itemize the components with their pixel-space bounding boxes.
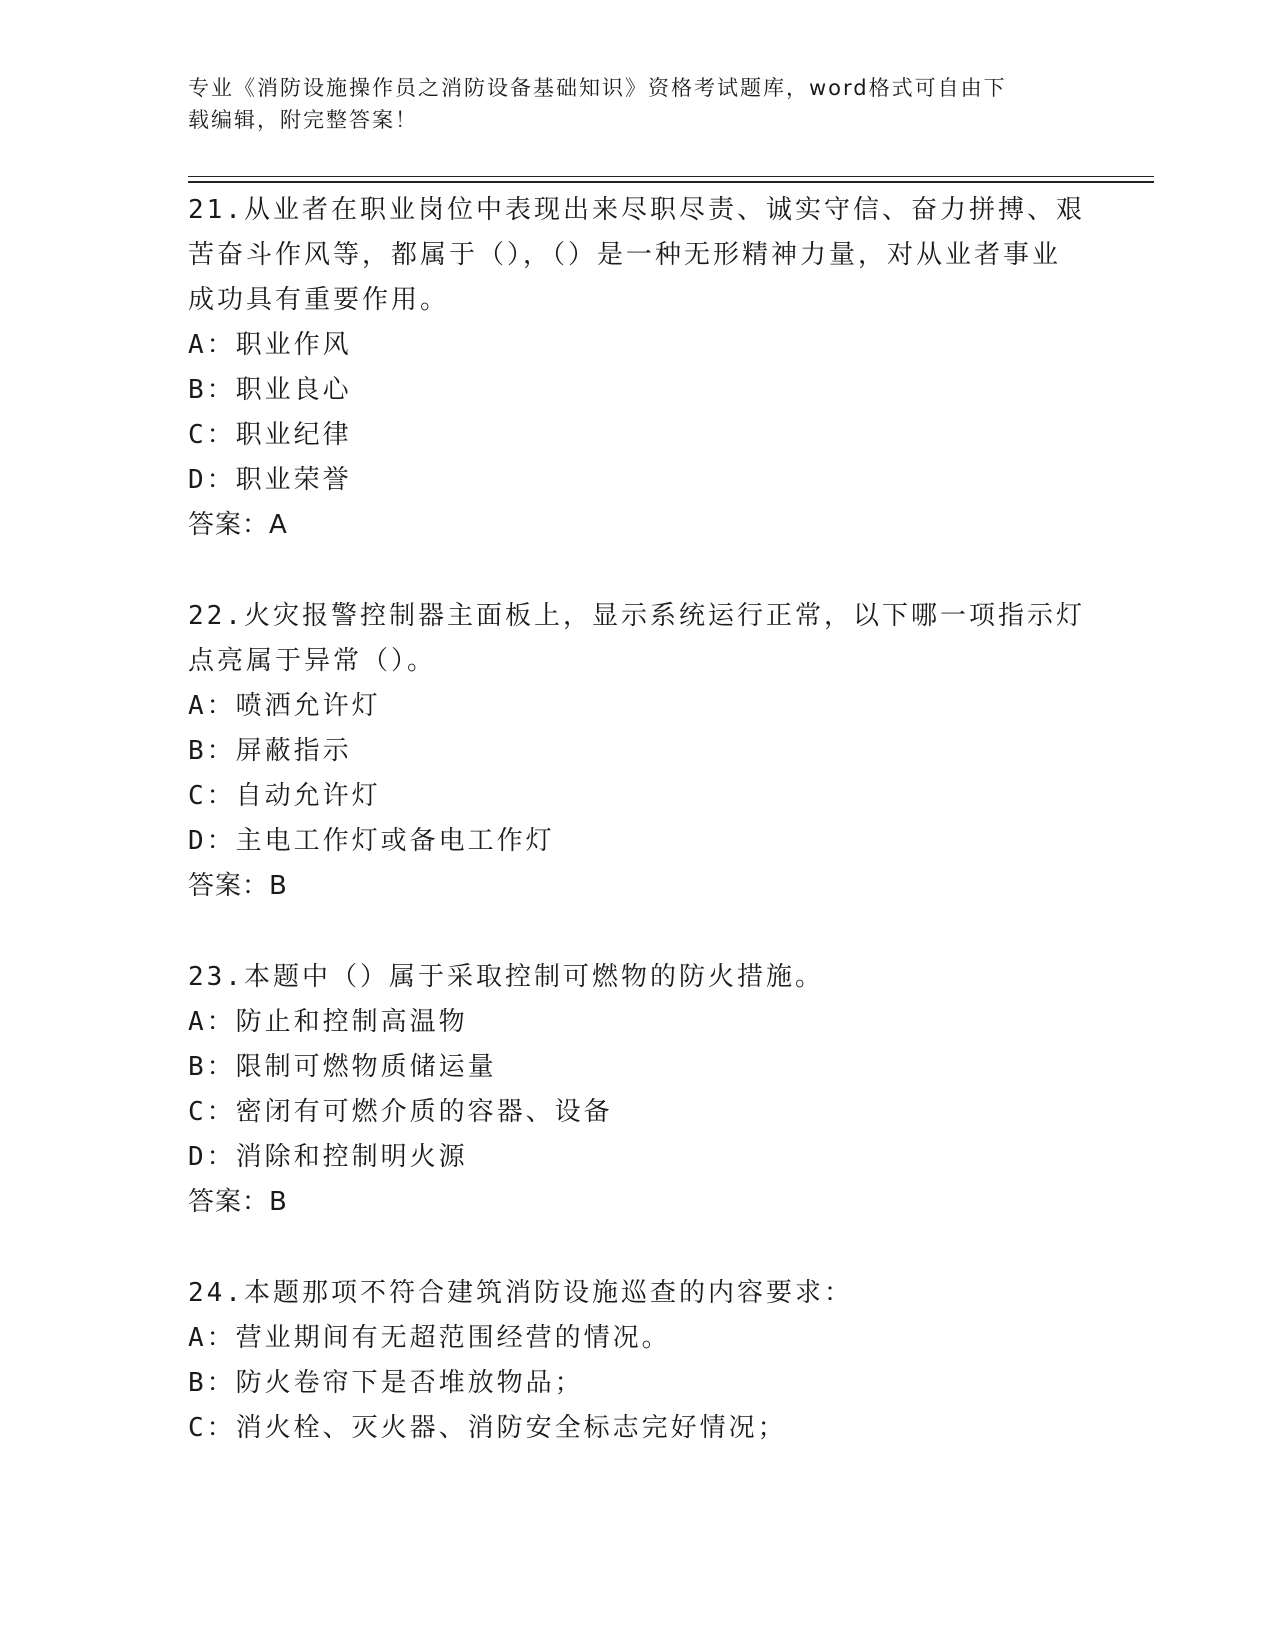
option-c: C：自动允许灯 xyxy=(188,781,381,811)
option-c: C：消火栓、灭火器、消防安全标志完好情况； xyxy=(188,1413,787,1443)
header-rule-thin xyxy=(188,176,1154,177)
option-a: A：营业期间有无超范围经营的情况。 xyxy=(188,1323,671,1353)
spacer xyxy=(188,548,1088,594)
spacer xyxy=(188,1225,1088,1271)
question-21 xyxy=(188,188,1088,548)
option-a: A：职业作风 xyxy=(188,330,352,360)
option-b: B：屏蔽指示 xyxy=(188,736,352,766)
option-b: B：限制可燃物质储运量 xyxy=(188,1052,497,1082)
option-d: D：主电工作灯或备电工作灯 xyxy=(188,826,555,856)
option-d: D：职业荣誉 xyxy=(188,465,352,495)
question-list xyxy=(188,188,1088,1451)
header-line-2: 载编辑，附完整答案！ xyxy=(188,108,418,132)
question-stem: 22.火灾报警控制器主面板上，显示系统运行正常，以下哪一项指示灯点亮属于异常（）。 xyxy=(188,601,1085,676)
document-header xyxy=(188,72,1088,136)
option-c: C：密闭有可燃介质的容器、设备 xyxy=(188,1097,613,1127)
header-rule-thick xyxy=(188,181,1154,183)
option-c: C：职业纪律 xyxy=(188,420,352,450)
option-d: D：消除和控制明火源 xyxy=(188,1142,468,1172)
answer: 答案：B xyxy=(188,1187,288,1217)
option-b: B：防火卷帘下是否堆放物品； xyxy=(188,1368,584,1398)
option-b: B：职业良心 xyxy=(188,375,352,405)
question-stem: 23.本题中（）属于采取控制可燃物的防火措施。 xyxy=(188,962,824,992)
answer: 答案：A xyxy=(188,510,288,540)
question-stem: 24.本题那项不符合建筑消防设施巡查的内容要求： xyxy=(188,1278,853,1308)
answer: 答案：B xyxy=(188,871,288,901)
spacer xyxy=(188,909,1088,955)
header-line-1: 专业《消防设施操作员之消防设备基础知识》资格考试题库，word格式可自由下 xyxy=(188,76,1007,100)
question-22 xyxy=(188,594,1088,909)
option-a: A：防止和控制高温物 xyxy=(188,1007,468,1037)
question-stem: 21.从业者在职业岗位中表现出来尽职尽责、诚实守信、奋力拼搏、艰苦奋斗作风等，都属于（），（）是一种无形精神力量，对从业者事业成功具有重要作用。 xyxy=(188,195,1085,315)
question-23 xyxy=(188,955,1088,1225)
option-a: A：喷洒允许灯 xyxy=(188,691,381,721)
question-24 xyxy=(188,1271,1088,1451)
